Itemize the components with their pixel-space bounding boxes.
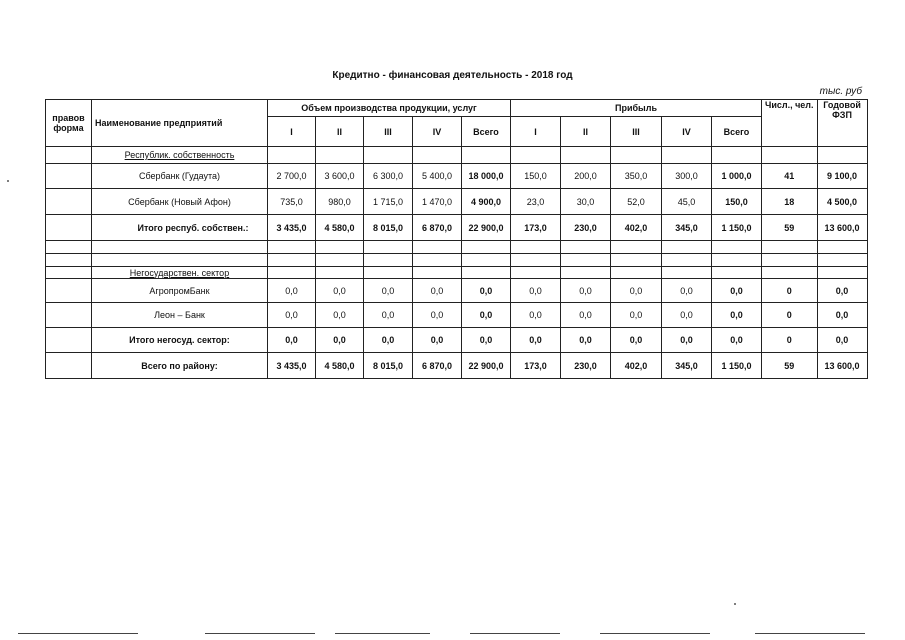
cell: 0,0 [413,279,462,303]
cell: 980,0 [316,189,364,215]
cell: 173,0 [511,215,561,241]
section-label: Негосударствен. сектор [92,267,268,279]
header-prod-total: Всего [462,117,511,147]
header-name: Наименование предприятий [92,100,268,147]
cell: 3 435,0 [268,215,316,241]
cell: 0,0 [413,328,462,353]
cell: 3 600,0 [316,164,364,189]
cell: 22 900,0 [462,215,511,241]
cell: 345,0 [662,215,712,241]
cell: 1 000,0 [712,164,762,189]
table-row [46,279,868,303]
cell: 18 000,0 [462,164,511,189]
header-form: правов форма [46,100,92,147]
cell: 0,0 [611,279,662,303]
cell: 1 470,0 [413,189,462,215]
cell: 30,0 [561,189,611,215]
cell: 3 435,0 [268,353,316,379]
cell: 59 [762,353,818,379]
cell: 0 [762,328,818,353]
cell: 45,0 [662,189,712,215]
cell: 0,0 [364,303,413,328]
cell: 0 [762,279,818,303]
cell: 1 150,0 [712,215,762,241]
cell: 6 300,0 [364,164,413,189]
cell: 52,0 [611,189,662,215]
blank-row [46,241,868,254]
row-name: АгропромБанк [92,279,268,303]
cell: 0,0 [662,279,712,303]
cell: 0,0 [462,279,511,303]
section-row-nonstate [46,267,868,279]
cell: 0,0 [611,328,662,353]
cell: 0,0 [511,303,561,328]
section-row-republic [46,147,868,164]
cell: 0,0 [364,328,413,353]
cell: 4 580,0 [316,215,364,241]
cell: 4 900,0 [462,189,511,215]
cell: 5 400,0 [413,164,462,189]
cell: 735,0 [268,189,316,215]
cell: 0,0 [268,303,316,328]
header-profit: Прибыль [511,100,762,117]
row-name: Всего по району: [92,353,268,379]
scan-speck [734,603,736,605]
scan-speck [7,180,9,182]
blank-row [46,254,868,267]
header-prod-q3: III [364,117,413,147]
table-row [46,164,868,189]
header-profit-q2: II [561,117,611,147]
cell: 0,0 [817,303,867,328]
cell: 9 100,0 [817,164,867,189]
row-name: Итого негосуд. сектор: [92,328,268,353]
table-row-subtotal [46,328,868,353]
row-name: Сбербанк (Гудаута) [92,164,268,189]
cell: 0,0 [662,303,712,328]
table-row-subtotal [46,215,868,241]
header-profit-q4: IV [662,117,712,147]
header-profit-q1: I [511,117,561,147]
cell: 0,0 [712,279,762,303]
cell: 150,0 [511,164,561,189]
cell: 0,0 [561,279,611,303]
cell: 0,0 [712,328,762,353]
header-prod-q1: I [268,117,316,147]
cell: 173,0 [511,353,561,379]
cell: 0,0 [364,279,413,303]
cell: 59 [762,215,818,241]
cell: 402,0 [611,353,662,379]
cell: 402,0 [611,215,662,241]
footer-line [18,633,138,634]
table-row [46,189,868,215]
cell: 13 600,0 [817,353,867,379]
row-name: Итого респуб. собствен.: [92,215,268,241]
row-name: Леон – Банк [92,303,268,328]
cell: 8 015,0 [364,353,413,379]
cell: 8 015,0 [364,215,413,241]
cell: 345,0 [662,353,712,379]
cell: 150,0 [712,189,762,215]
cell: 23,0 [511,189,561,215]
cell: 1 150,0 [712,353,762,379]
header-fzp: Годовой ФЗП [817,100,867,147]
header-production: Объем производства продукции, услуг [268,100,511,117]
cell: 18 [762,189,818,215]
footer-line [600,633,710,634]
section-label: Республик. собственность [92,147,268,164]
cell: 0,0 [511,328,561,353]
page-title: Кредитно - финансовая деятельность - 2018 год [332,70,573,81]
cell: 6 870,0 [413,215,462,241]
footer-line [470,633,560,634]
cell: 4 500,0 [817,189,867,215]
cell: 41 [762,164,818,189]
cell: 0,0 [316,328,364,353]
cell: 0,0 [511,279,561,303]
cell: 200,0 [561,164,611,189]
cell: 230,0 [561,215,611,241]
cell: 0,0 [462,328,511,353]
header-prod-q4: IV [413,117,462,147]
cell: 0,0 [413,303,462,328]
header-headcount: Числ., чел. [762,100,818,147]
cell: 0,0 [462,303,511,328]
footer-line [755,633,865,634]
cell: 0,0 [817,279,867,303]
cell: 0,0 [316,279,364,303]
header-profit-total: Всего [712,117,762,147]
cell: 0,0 [316,303,364,328]
header-prod-q2: II [316,117,364,147]
footer-line [205,633,315,634]
cell: 0,0 [662,328,712,353]
cell: 0,0 [817,328,867,353]
footer-line [335,633,430,634]
cell: 0 [762,303,818,328]
cell: 13 600,0 [817,215,867,241]
cell: 0,0 [268,328,316,353]
cell: 6 870,0 [413,353,462,379]
row-name: Сбербанк (Новый Афон) [92,189,268,215]
cell: 2 700,0 [268,164,316,189]
cell: 0,0 [611,303,662,328]
cell: 350,0 [611,164,662,189]
table-row-grand-total [46,353,868,379]
cell: 0,0 [561,328,611,353]
finance-table [45,99,868,379]
cell: 300,0 [662,164,712,189]
table-row [46,303,868,328]
cell: 230,0 [561,353,611,379]
cell: 1 715,0 [364,189,413,215]
units-label: тыс. руб [819,86,862,97]
cell: 0,0 [712,303,762,328]
header-profit-q3: III [611,117,662,147]
cell: 4 580,0 [316,353,364,379]
cell: 0,0 [268,279,316,303]
cell: 0,0 [561,303,611,328]
cell: 22 900,0 [462,353,511,379]
